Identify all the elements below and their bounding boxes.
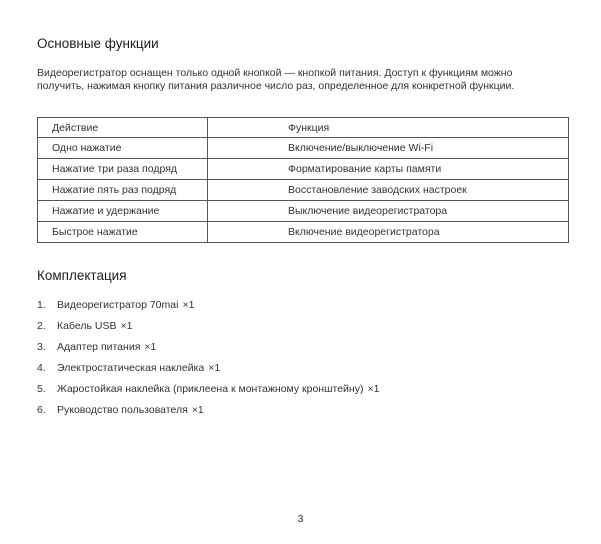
table-cell-function: Восстановление заводских настроек (208, 180, 569, 201)
list-item (37, 361, 379, 382)
table-header-action: Действие (38, 118, 208, 138)
table-row (38, 159, 569, 180)
table-cell-function: Форматирование карты памяти (208, 159, 569, 180)
functions-heading: Основные функции (37, 36, 159, 51)
list-item (37, 340, 379, 361)
list-item-quantity: ×1 (367, 383, 380, 395)
list-item-text: Кабель USB (57, 320, 117, 332)
list-item-quantity: ×1 (144, 341, 157, 353)
table-cell-action: Нажатие пять раз подряд (38, 180, 208, 201)
table-header-row (38, 118, 569, 138)
list-item-text: Адаптер питания (57, 341, 141, 353)
page-number: 3 (297, 513, 304, 525)
table-cell-action: Нажатие и удержание (38, 201, 208, 222)
table-row (38, 222, 569, 243)
list-item-number: 3. (37, 341, 46, 353)
list-item (37, 319, 379, 340)
list-item-text: Электростатическая наклейка (57, 362, 205, 374)
package-list (37, 298, 379, 424)
list-item-text: Руководство пользователя (57, 404, 188, 416)
list-item-number: 5. (37, 383, 46, 395)
list-item (37, 382, 379, 403)
table-row (38, 201, 569, 222)
list-item (37, 298, 379, 319)
table-row (38, 138, 569, 159)
table-cell-action: Быстрое нажатие (38, 222, 208, 243)
functions-intro-text: Видеорегистратор оснащен только одной кнопкой — кнопкой питания. Доступ к функциям можно получить, нажимая кнопку питания различное число раз, определенное для конкретной функции. (37, 67, 515, 92)
list-item-number: 2. (37, 320, 46, 332)
list-item-number: 4. (37, 362, 46, 374)
functions-table (37, 117, 569, 243)
list-item (37, 403, 379, 424)
list-item-text: Видеорегистратор 70mai (57, 299, 179, 311)
list-item-text: Жаростойкая наклейка (приклеена к монтажному кронштейну) (57, 383, 364, 395)
list-item-number: 1. (37, 299, 46, 311)
list-item-quantity: ×1 (182, 299, 195, 311)
list-item-number: 6. (37, 404, 46, 416)
list-item-quantity: ×1 (208, 362, 221, 374)
table-cell-function: Включение/выключение Wi-Fi (208, 138, 569, 159)
table-cell-function: Включение видеорегистратора (208, 222, 569, 243)
list-item-quantity: ×1 (120, 320, 133, 332)
table-cell-action: Одно нажатие (38, 138, 208, 159)
table-row (38, 180, 569, 201)
table-cell-function: Выключение видеорегистратора (208, 201, 569, 222)
table-cell-action: Нажатие три раза подряд (38, 159, 208, 180)
table-header-function: Функция (208, 118, 569, 138)
package-heading: Комплектация (37, 268, 127, 283)
list-item-quantity: ×1 (191, 404, 204, 416)
